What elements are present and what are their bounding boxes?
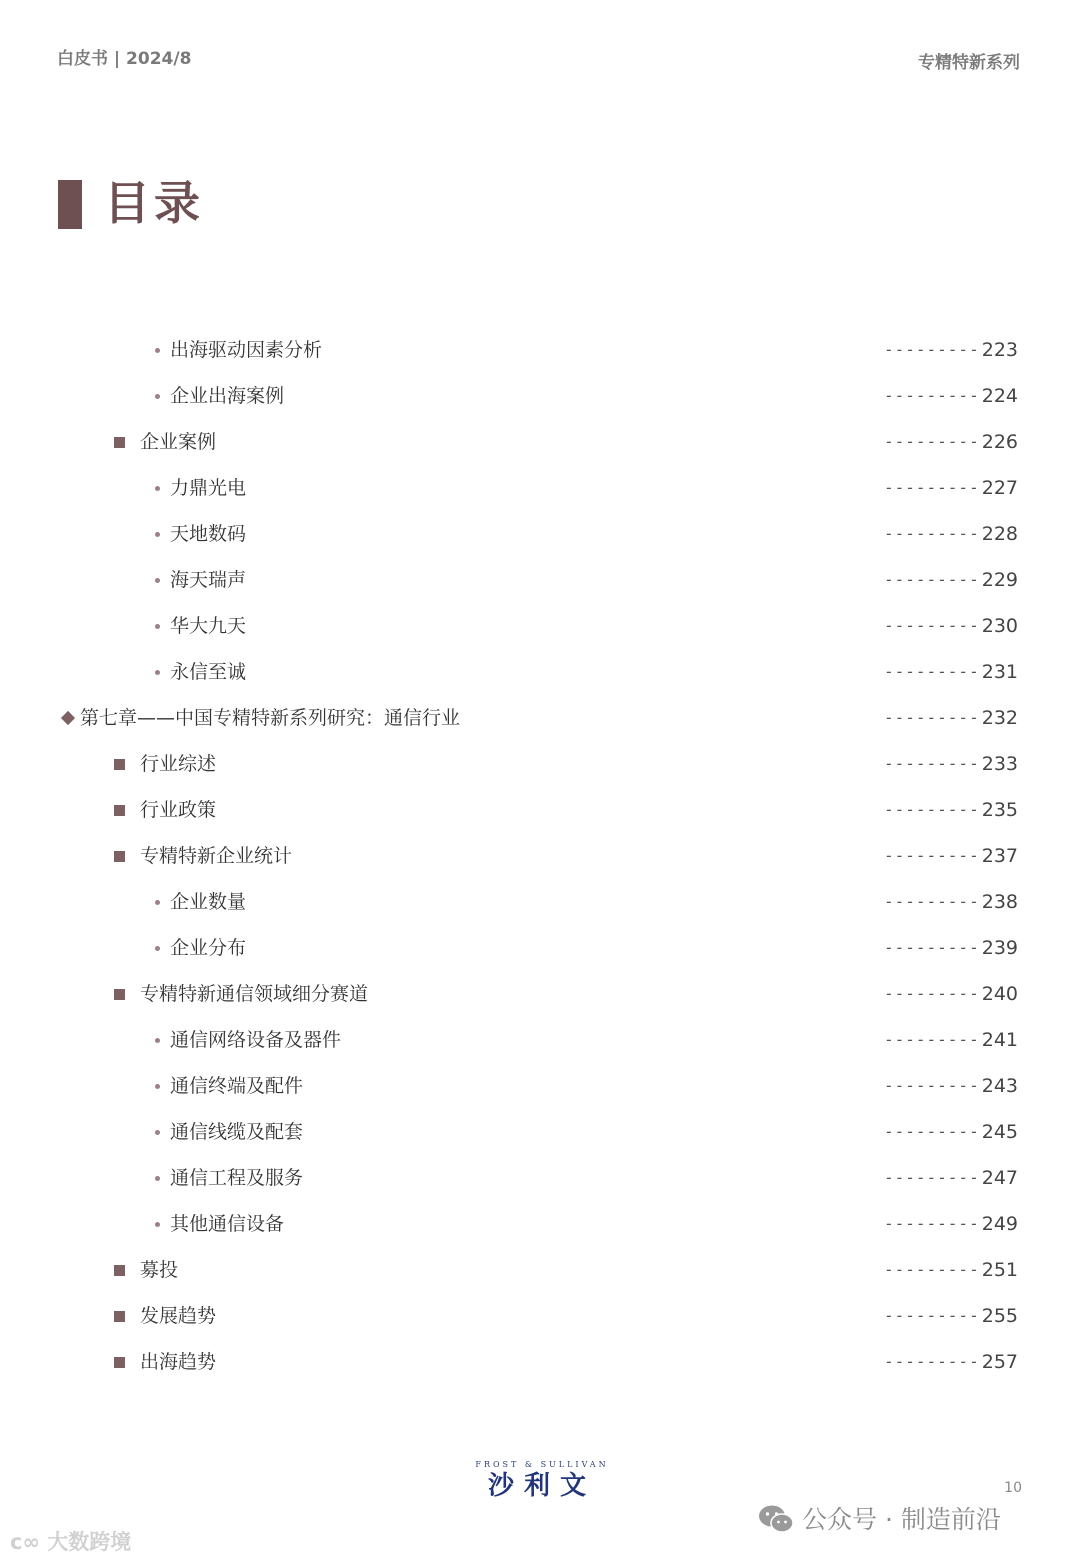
toc-entry[interactable] [0,511,1080,557]
toc-leader: --------- [884,662,980,681]
page-number: 10 [1004,1480,1022,1496]
toc-entry-label: 通信工程及服务 [170,1167,304,1189]
toc-leader: --------- [884,340,980,359]
toc-entry[interactable] [0,465,1080,511]
toc-leader: --------- [884,846,980,865]
wechat-label: 公众号 · 制造前沿 [802,1505,1001,1534]
toc-entry[interactable] [0,1155,1080,1201]
toc-page-number: 229 [981,569,1018,591]
square-bullet-icon [114,989,125,1000]
dot-bullet-icon [155,348,160,353]
toc-entry-label: 通信线缆及配套 [170,1121,304,1143]
toc-entry-label: 行业政策 [140,799,217,821]
toc-entry-label: 专精特新企业统计 [140,845,293,867]
dot-bullet-icon [155,1130,160,1135]
toc-leader: --------- [884,938,980,957]
diamond-bullet-icon [61,711,75,725]
toc-entry[interactable] [0,1293,1080,1339]
toc-leader: --------- [884,1168,980,1187]
toc-entry[interactable] [0,373,1080,419]
toc-page-number: 240 [981,983,1018,1005]
toc-leader: --------- [884,478,980,497]
toc-leader: --------- [884,800,980,819]
wechat-icon [758,1504,794,1534]
toc-leader: --------- [884,984,980,1003]
toc-entry[interactable] [0,879,1080,925]
toc-entry-label: 海天瑞声 [170,569,247,591]
toc-entry-label: 出海趋势 [140,1351,217,1373]
toc-entry-label: 通信终端及配件 [170,1075,304,1097]
toc-entry-label: 企业案例 [140,431,217,453]
page-title: 目录 [104,176,204,230]
toc-page-number: 241 [981,1029,1018,1051]
toc-page-number: 223 [981,339,1018,361]
square-bullet-icon [114,437,125,448]
toc-entry[interactable] [0,971,1080,1017]
toc-leader: --------- [884,1306,980,1325]
toc-page-number: 228 [981,523,1018,545]
wechat-account [758,1500,1001,1536]
dot-bullet-icon [155,1222,160,1227]
toc-entry[interactable] [0,649,1080,695]
toc-page-number: 235 [981,799,1018,821]
dot-bullet-icon [155,900,160,905]
toc-entry-label: 行业综述 [140,753,217,775]
square-bullet-icon [114,1311,125,1322]
toc-entry[interactable] [0,833,1080,879]
toc-page-number: 245 [981,1121,1018,1143]
toc-entry-label: 发展趋势 [140,1305,217,1327]
toc-page-number: 239 [981,937,1018,959]
toc-entry-label: 华大九天 [170,615,247,637]
toc-entry[interactable] [0,557,1080,603]
watermark [10,1526,131,1556]
toc-entry[interactable] [0,1339,1080,1385]
toc-page-number: 226 [981,431,1018,453]
dot-bullet-icon [155,670,160,675]
toc-page-number: 257 [981,1351,1018,1373]
toc-entry[interactable] [0,1063,1080,1109]
dot-bullet-icon [155,1176,160,1181]
toc-entry-label: 力鼎光电 [170,477,247,499]
toc-entry-label: 永信至诚 [170,661,247,683]
toc-page-number: 238 [981,891,1018,913]
toc-entry[interactable] [0,419,1080,465]
toc-entry-label: 企业分布 [170,937,247,959]
toc-leader: --------- [884,1122,980,1141]
toc-leader: --------- [884,1030,980,1049]
toc-entry[interactable] [0,787,1080,833]
toc-entry[interactable] [0,1247,1080,1293]
square-bullet-icon [114,851,125,862]
toc-entry[interactable] [0,1201,1080,1247]
toc-leader: --------- [884,892,980,911]
toc-leader: --------- [884,1214,980,1233]
toc-page-number: 230 [981,615,1018,637]
toc-page-number: 231 [981,661,1018,683]
square-bullet-icon [114,759,125,770]
toc-entry[interactable] [0,695,1080,741]
toc-page-number: 243 [981,1075,1018,1097]
toc-entry[interactable] [0,1017,1080,1063]
frost-sullivan-logo [466,1459,618,1501]
toc-page-number: 224 [981,385,1018,407]
dot-bullet-icon [155,578,160,583]
toc-leader: --------- [884,616,980,635]
logo-english: FROST & SULLIVAN [475,1460,609,1469]
toc-page-number: 232 [981,707,1018,729]
toc-leader: --------- [884,386,980,405]
toc-entry-label: 募投 [140,1259,179,1281]
square-bullet-icon [114,805,125,816]
toc-entry[interactable] [0,741,1080,787]
toc-leader: --------- [884,754,980,773]
toc-page-number: 233 [981,753,1018,775]
toc-entry-label: 专精特新通信领域细分赛道 [140,983,369,1005]
dot-bullet-icon [155,532,160,537]
toc-leader: --------- [884,1260,980,1279]
title-accent-bar [58,180,82,229]
toc-entry-label: 其他通信设备 [170,1213,285,1235]
watermark-icon: ᴄ∞ [10,1530,48,1554]
dot-bullet-icon [155,394,160,399]
square-bullet-icon [114,1357,125,1368]
toc-page-number: 249 [981,1213,1018,1235]
dot-bullet-icon [155,946,160,951]
toc-entry-label: 通信网络设备及器件 [170,1029,342,1051]
toc-leader: --------- [884,1352,980,1371]
dot-bullet-icon [155,1084,160,1089]
square-bullet-icon [114,1265,125,1276]
toc-page-number: 247 [981,1167,1018,1189]
toc-entry-label: 第七章——中国专精特新系列研究：通信行业 [80,707,461,729]
toc-leader: --------- [884,1076,980,1095]
dot-bullet-icon [155,624,160,629]
toc-entry[interactable] [0,1109,1080,1155]
toc-entry-label: 企业数量 [170,891,247,913]
toc-entry-label: 出海驱动因素分析 [170,339,323,361]
toc-page-number: 237 [981,845,1018,867]
toc-leader: --------- [884,570,980,589]
toc-leader: --------- [884,432,980,451]
logo-chinese: 沙利文 [487,1471,596,1501]
toc-entry[interactable] [0,925,1080,971]
toc-entry[interactable] [0,603,1080,649]
toc-leader: --------- [884,524,980,543]
dot-bullet-icon [155,486,160,491]
toc-page-number: 255 [981,1305,1018,1327]
watermark-text: 大数跨境 [47,1530,132,1554]
header-left: 白皮书 | 2024/8 [57,49,192,69]
toc-entry-label: 天地数码 [170,523,247,545]
toc-leader: --------- [884,708,980,727]
toc-entry[interactable] [0,327,1080,373]
header-right: 专精特新系列 [918,53,1020,73]
toc-page-number: 227 [981,477,1018,499]
dot-bullet-icon [155,1038,160,1043]
toc-page-number: 251 [981,1259,1018,1281]
toc-list [0,327,1080,1385]
toc-entry-label: 企业出海案例 [170,385,285,407]
